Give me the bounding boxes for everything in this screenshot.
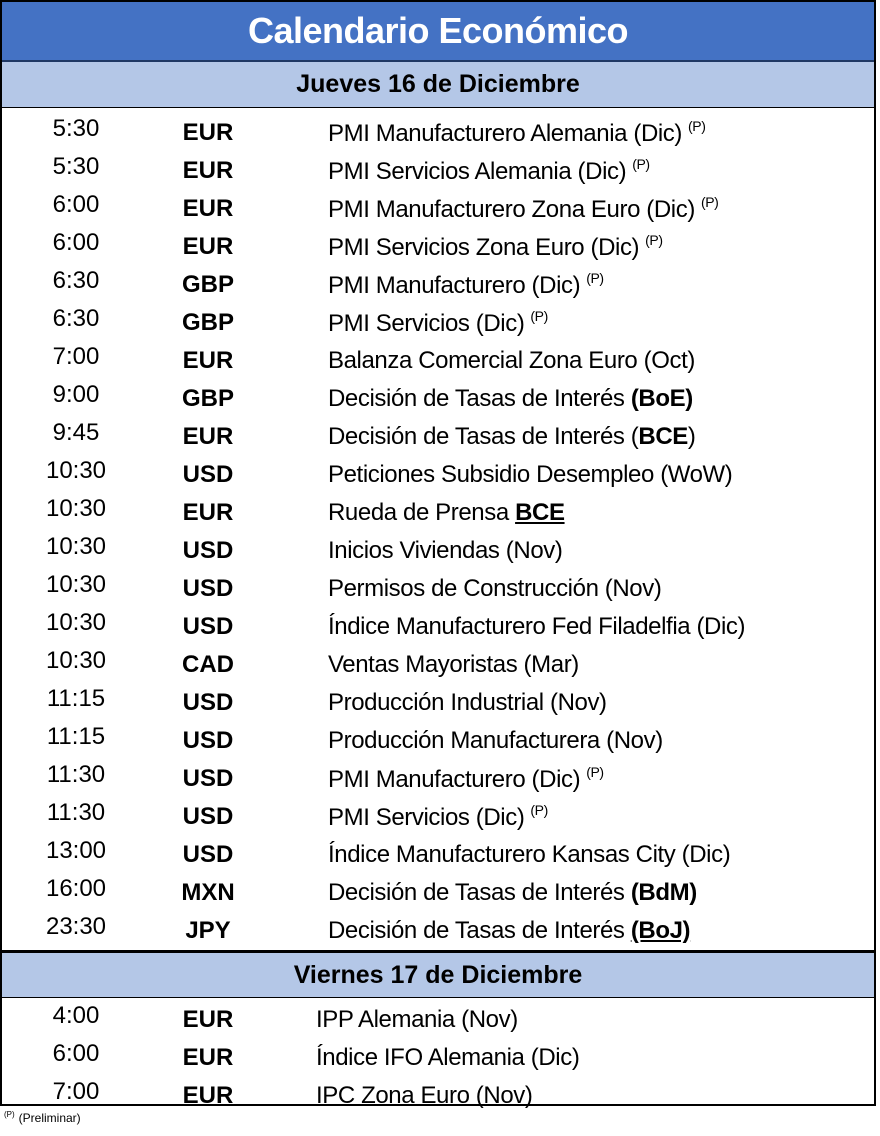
event-name: Decisión de Tasas de Interés — [328, 917, 631, 944]
event-currency: EUR — [182, 195, 234, 222]
event-currency: EUR — [182, 423, 234, 450]
event-currency: EUR — [182, 1006, 234, 1033]
event-name: PMI Manufacturero Zona Euro (Dic) — [328, 196, 695, 223]
event-currency: USD — [182, 841, 234, 868]
event-name-cell — [266, 651, 874, 679]
event-institution: BCE — [515, 499, 565, 526]
preliminary-mark: (P) — [688, 118, 706, 134]
event-name-cell — [266, 1044, 874, 1072]
event-name: PMI Manufacturero (Dic) — [328, 766, 581, 793]
event-row — [2, 456, 874, 494]
event-name: Índice Manufacturero Kansas City (Dic) — [328, 841, 731, 868]
event-row — [2, 114, 874, 152]
event-name-cell — [266, 308, 874, 338]
event-name: Decisión de Tasas de Interés — [328, 879, 631, 906]
event-row — [2, 190, 874, 228]
event-institution: (BoE) — [630, 385, 693, 412]
event-name: PMI Servicios Zona Euro (Dic) — [328, 234, 640, 261]
event-name-cell — [266, 118, 874, 148]
event-name: IPC Zona Euro (Nov) — [316, 1082, 533, 1109]
preliminary-mark: (P) — [586, 270, 604, 286]
event-currency: USD — [182, 765, 234, 792]
event-row — [2, 1001, 874, 1039]
event-currency: USD — [182, 461, 234, 488]
event-name-cell — [266, 156, 874, 186]
event-currency: USD — [182, 727, 234, 754]
event-currency: EUR — [182, 347, 234, 374]
event-institution: (BdM) — [630, 879, 697, 906]
day-header-thursday: Jueves 16 de Diciembre — [2, 62, 874, 108]
event-name-cell — [266, 879, 874, 907]
day-header-friday: Viernes 17 de Diciembre — [2, 950, 874, 998]
event-institution: (BoJ) — [630, 917, 691, 944]
event-name-cell — [266, 689, 874, 717]
events-list-friday — [2, 998, 874, 1115]
event-time: 6:00 — [52, 191, 100, 218]
event-time: 5:30 — [52, 153, 100, 180]
event-row — [2, 1039, 874, 1077]
event-row — [2, 532, 874, 570]
event-row — [2, 836, 874, 874]
event-time: 4:00 — [52, 1002, 100, 1029]
event-name: Producción Industrial (Nov) — [328, 689, 607, 716]
footnote — [4, 1110, 81, 1125]
preliminary-mark: (P) — [645, 232, 663, 248]
event-row — [2, 760, 874, 798]
event-name-cell — [266, 727, 874, 755]
event-name-cell — [266, 270, 874, 300]
event-row — [2, 646, 874, 684]
event-name: PMI Servicios (Dic) — [328, 804, 525, 831]
event-suffix: ) — [687, 423, 696, 450]
event-row — [2, 152, 874, 190]
event-name: Permisos de Construcción (Nov) — [328, 575, 662, 602]
event-time: 10:30 — [45, 533, 107, 560]
event-time: 6:00 — [52, 1040, 100, 1067]
event-currency: USD — [182, 575, 234, 602]
event-time: 7:00 — [52, 343, 100, 370]
event-name: Producción Manufacturera (Nov) — [328, 727, 663, 754]
event-time: 11:30 — [46, 761, 106, 788]
event-time: 10:30 — [45, 609, 107, 636]
event-currency: EUR — [182, 499, 234, 526]
event-row — [2, 608, 874, 646]
event-time: 6:00 — [52, 229, 100, 256]
event-time: 16:00 — [45, 875, 107, 902]
event-name-cell — [266, 385, 874, 413]
event-currency: GBP — [181, 385, 234, 412]
event-name: Rueda de Prensa — [328, 499, 516, 526]
event-name: PMI Manufacturero Alemania (Dic) — [328, 120, 682, 147]
event-row — [2, 380, 874, 418]
event-currency: EUR — [182, 1044, 234, 1071]
event-row — [2, 722, 874, 760]
event-name-cell — [266, 194, 874, 224]
event-currency: EUR — [182, 157, 234, 184]
event-row — [2, 1077, 874, 1115]
event-row — [2, 684, 874, 722]
event-time: 10:30 — [45, 495, 107, 522]
event-currency: GBP — [181, 309, 234, 336]
event-currency: JPY — [185, 917, 231, 944]
events-list-thursday — [2, 108, 874, 950]
event-name: Inicios Viviendas (Nov) — [328, 537, 563, 564]
event-row — [2, 266, 874, 304]
event-currency: CAD — [182, 651, 234, 678]
event-currency: USD — [182, 537, 234, 564]
event-name: Balanza Comercial Zona Euro (Oct) — [328, 347, 695, 374]
event-currency: GBP — [181, 271, 234, 298]
event-name-cell — [266, 347, 874, 375]
event-name: Peticiones Subsidio Desempleo (WoW) — [328, 461, 733, 488]
event-row — [2, 570, 874, 608]
calendar-title: Calendario Económico — [2, 2, 874, 62]
event-name-cell — [266, 461, 874, 489]
event-name: Índice IFO Alemania (Dic) — [316, 1044, 580, 1071]
event-currency: EUR — [182, 233, 234, 260]
event-name-cell — [266, 1006, 874, 1034]
event-name-cell — [266, 499, 874, 527]
event-name-cell — [266, 917, 874, 945]
event-time: 23:30 — [45, 913, 107, 940]
event-row — [2, 228, 874, 266]
event-row — [2, 874, 874, 912]
event-time: 11:15 — [46, 685, 106, 712]
event-name: Decisión de Tasas de Interés ( — [328, 423, 639, 450]
event-currency: EUR — [182, 119, 234, 146]
event-name-cell — [266, 1082, 874, 1110]
event-name-cell — [266, 423, 874, 451]
event-time: 9:00 — [52, 381, 100, 408]
event-name-cell — [266, 232, 874, 262]
event-institution: BCE — [638, 423, 688, 450]
event-time: 10:30 — [45, 647, 107, 674]
event-time: 13:00 — [45, 837, 107, 864]
event-time: 6:30 — [52, 305, 100, 332]
event-time: 5:30 — [52, 115, 100, 142]
event-name: PMI Servicios Alemania (Dic) — [328, 158, 627, 185]
event-name-cell — [266, 764, 874, 794]
event-row — [2, 798, 874, 836]
event-name: PMI Manufacturero (Dic) — [328, 272, 581, 299]
event-currency: USD — [182, 803, 234, 830]
event-time: 11:30 — [46, 799, 106, 826]
event-name: Decisión de Tasas de Interés — [328, 385, 631, 412]
event-time: 6:30 — [52, 267, 100, 294]
event-name-cell — [266, 613, 874, 641]
event-name-cell — [266, 537, 874, 565]
event-currency: USD — [182, 613, 234, 640]
preliminary-mark: (P) — [586, 764, 604, 780]
footnote-mark: (P) — [4, 1110, 15, 1119]
event-currency: EUR — [182, 1082, 234, 1109]
event-time: 11:15 — [46, 723, 106, 750]
event-name: Ventas Mayoristas (Mar) — [328, 651, 579, 678]
event-row — [2, 342, 874, 380]
event-name-cell — [266, 802, 874, 832]
preliminary-mark: (P) — [530, 802, 548, 818]
event-time: 7:00 — [52, 1078, 100, 1105]
event-row — [2, 418, 874, 456]
event-name: IPP Alemania (Nov) — [316, 1006, 518, 1033]
event-currency: MXN — [181, 879, 235, 906]
preliminary-mark: (P) — [632, 156, 650, 172]
event-time: 10:30 — [45, 571, 107, 598]
event-row — [2, 494, 874, 532]
footnote-text: (Preliminar) — [18, 1111, 81, 1125]
event-name: Índice Manufacturero Fed Filadelfia (Dic) — [328, 613, 746, 640]
event-row — [2, 304, 874, 342]
event-currency: USD — [182, 689, 234, 716]
event-row — [2, 912, 874, 950]
preliminary-mark: (P) — [700, 194, 719, 210]
event-time: 9:45 — [52, 419, 100, 446]
preliminary-mark: (P) — [530, 308, 548, 324]
event-name: PMI Servicios (Dic) — [328, 310, 525, 337]
event-name-cell — [266, 575, 874, 603]
event-time: 10:30 — [45, 457, 107, 484]
event-name-cell — [266, 841, 874, 869]
